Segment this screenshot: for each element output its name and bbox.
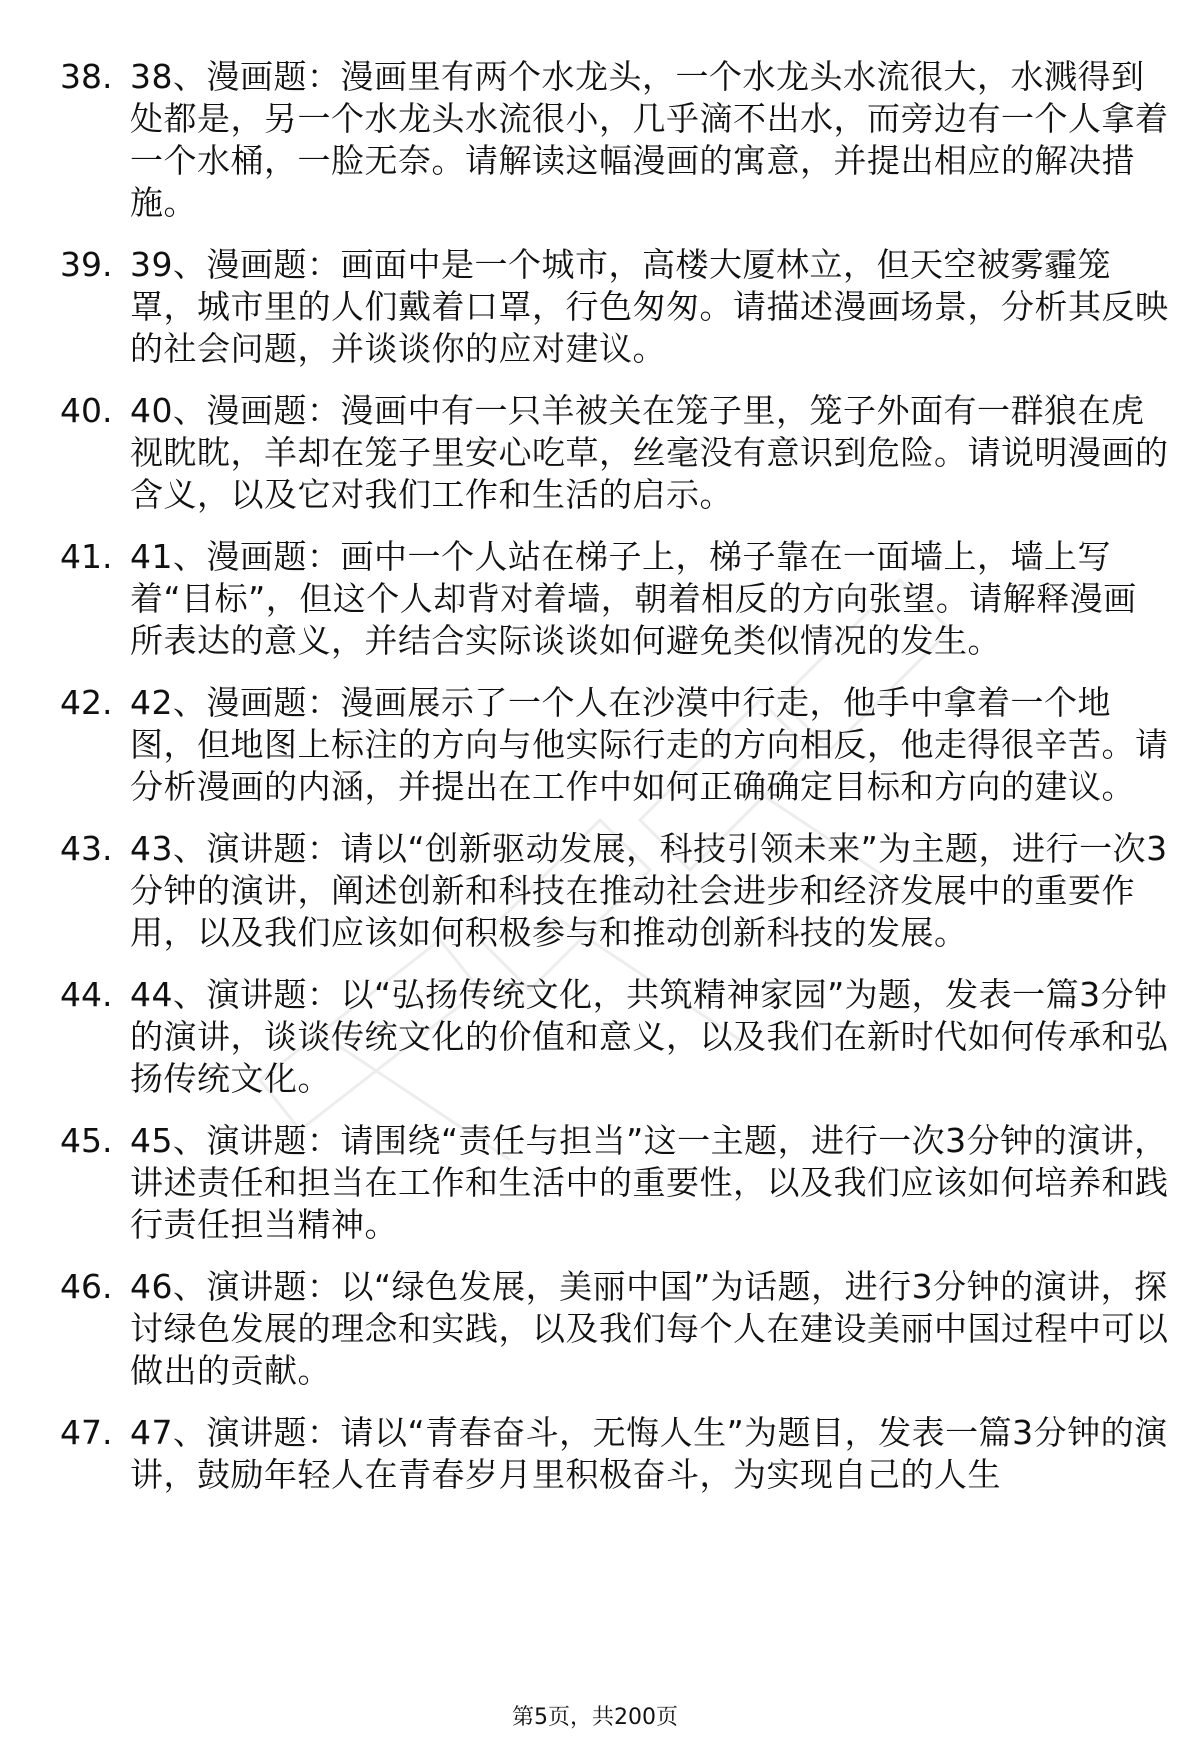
list-item [60,1266,1170,1392]
item-number: 40. [60,391,113,430]
item-text: 44、演讲题：以“弘扬传统文化，共筑精神家园”为题，发表一篇3分钟的演讲，谈谈传统文化的价值和意义，以及我们在新时代如何传承和弘扬传统文化。 [130,975,1169,1098]
list-item [60,682,1170,808]
item-number: 41. [60,537,113,576]
item-text: 47、演讲题：请以“青春奋斗，无悔人生”为题目，发表一篇3分钟的演讲，鼓励年轻人在青春岁月里积极奋斗，为实现自己的人生 [130,1413,1168,1494]
item-text: 42、漫画题：漫画展示了一个人在沙漠中行走，他手中拿着一个地图，但地图上标注的方向与他实际行走的方向相反，他走得很辛苦。请分析漫画的内涵，并提出在工作中如何正确确定目标和方向的建议。 [130,683,1169,806]
item-text: 46、演讲题：以“绿色发展，美丽中国”为话题，进行3分钟的演讲，探讨绿色发展的理念和实践，以及我们每个人在建设美丽中国过程中可以做出的贡献。 [130,1267,1169,1390]
list-item [60,244,1170,370]
item-text: 38、漫画题：漫画里有两个水龙头，一个水龙头水流很大，水溅得到处都是，另一个水龙头水流很小，几乎滴不出水，而旁边有一个人拿着一个水桶，一脸无奈。请解读这幅漫画的寓意，并提出相应的解决措施。 [130,57,1169,222]
item-number: 42. [60,683,113,722]
item-text: 40、漫画题：漫画中有一只羊被关在笼子里，笼子外面有一群狼在虎视眈眈，羊却在笼子里安心吃草，丝毫没有意识到危险。请说明漫画的含义，以及它对我们工作和生活的启示。 [130,391,1169,514]
item-text: 39、漫画题：画面中是一个城市，高楼大厦林立，但天空被雾霾笼罩，城市里的人们戴着口罩，行色匆匆。请描述漫画场景，分析其反映的社会问题，并谈谈你的应对建议。 [130,245,1169,368]
item-number: 43. [60,829,113,868]
page-footer: 第5页，共200页 [512,1705,678,1730]
item-text: 45、演讲题：请围绕“责任与担当”这一主题，进行一次3分钟的演讲，讲述责任和担当在工作和生活中的重要性，以及我们应该如何培养和践行责任担当精神。 [130,1121,1169,1244]
item-number: 47. [60,1413,113,1452]
item-number: 39. [60,245,113,284]
list-item [60,56,1170,224]
list-item [60,974,1170,1100]
list-item [60,1412,1170,1496]
item-number: 45. [60,1121,113,1160]
list-item [60,1120,1170,1246]
list-item [60,828,1170,954]
item-text: 43、演讲题：请以“创新驱动发展，科技引领未来”为主题，进行一次3分钟的演讲，阐述创新和科技在推动社会进步和经济发展中的重要作用，以及我们应该如何积极参与和推动创新科技的发展。 [130,829,1168,952]
list-item [60,536,1170,662]
item-text: 41、漫画题：画中一个人站在梯子上，梯子靠在一面墙上，墙上写着“目标”，但这个人却背对着墙，朝着相反的方向张望。请解释漫画所表达的意义，并结合实际谈谈如何避免类似情况的发生。 [130,537,1137,660]
item-number: 38. [60,57,113,96]
item-number: 46. [60,1267,113,1306]
item-number: 44. [60,975,113,1014]
list-item [60,390,1170,516]
question-list [60,56,1170,1516]
